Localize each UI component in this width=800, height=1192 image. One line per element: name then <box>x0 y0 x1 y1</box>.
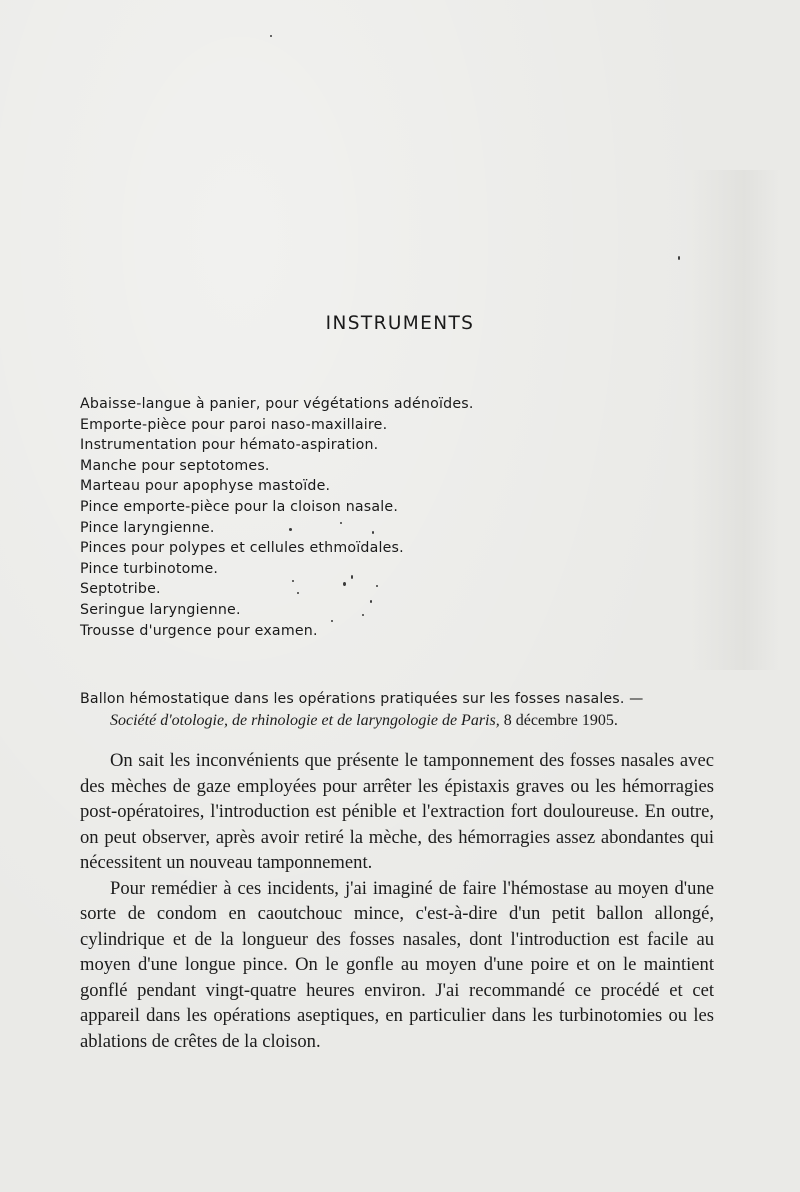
list-item: Pinces pour polypes et cellules ethmoïdales. <box>80 540 404 557</box>
instrument-list <box>80 394 474 641</box>
article-heading: Ballon hémostatique dans les opérations pratiquées sur les fosses nasales. — <box>80 691 644 707</box>
ink-speck <box>331 620 333 622</box>
ink-speck <box>292 580 294 582</box>
list-item: Emporte-pièce pour paroi naso-maxillaire. <box>80 416 388 433</box>
ink-speck <box>370 600 372 603</box>
ink-speck <box>678 256 680 260</box>
ink-speck <box>376 585 378 587</box>
list-item: Trousse d'urgence pour examen. <box>80 622 318 639</box>
ink-speck <box>351 575 353 579</box>
list-item: Seringue laryngienne. <box>80 601 241 618</box>
source-society: Société d'otologie, de rhinologie et de laryngologie de Paris, <box>110 712 500 729</box>
source-date: 8 décembre 1905. <box>499 712 618 729</box>
ink-speck <box>340 522 342 524</box>
page-title: INSTRUMENTS <box>325 313 475 334</box>
list-item: Septotribe. <box>80 581 161 598</box>
ink-speck <box>343 582 346 586</box>
ink-speck <box>270 35 272 37</box>
list-item: Pince laryngienne. <box>80 519 215 536</box>
paragraph: On sait les inconvénients que présente le tamponnement des fosses nasales avec des mèches de gaze employées pour arrêter les épistaxis graves ou les hémorragies post-opératoires, l'introduction est pénible et l'extraction fort douloureuse. En outre, on peut observer, après avoir retiré la mèche, des hémorragies assez abondantes qui nécessitent un nouveau tamponnement. <box>80 750 714 873</box>
ink-speck <box>297 592 299 594</box>
list-item: Pince emporte-pièce pour la cloison nasale. <box>80 498 399 515</box>
article-source <box>80 710 720 732</box>
list-item: Marteau pour apophyse mastoïde. <box>80 478 331 495</box>
list-item: Pince turbinotome. <box>80 560 219 577</box>
ink-speck <box>372 531 374 534</box>
show-through-shadow <box>690 170 780 670</box>
article-header <box>80 688 720 732</box>
list-item: Abaisse-langue à panier, pour végétations adénoïdes. <box>80 396 474 412</box>
article-body <box>80 748 714 1054</box>
list-item: Manche pour septotomes. <box>80 457 270 474</box>
ink-speck <box>289 528 292 531</box>
paragraph: Pour remédier à ces incidents, j'ai imaginé de faire l'hémostase au moyen d'une sorte de condom en caoutchouc mince, c'est-à-dire d'un petit ballon allongé, cylindrique et de la longueur des fosses nasales, dont l'introduction est facile au moyen d'une longue pince. On le gonfle au moyen d'une poire et on le maintient gonflé pendant vingt-quatre heures environ. J'ai recommandé ce procédé et cet appareil dans les opérations aseptiques, en particulier dans les turbinotomies ou les ablations de crêtes de la cloison. <box>80 877 714 1052</box>
ink-speck <box>362 614 364 616</box>
list-item: Instrumentation pour hémato-aspiration. <box>80 437 379 454</box>
